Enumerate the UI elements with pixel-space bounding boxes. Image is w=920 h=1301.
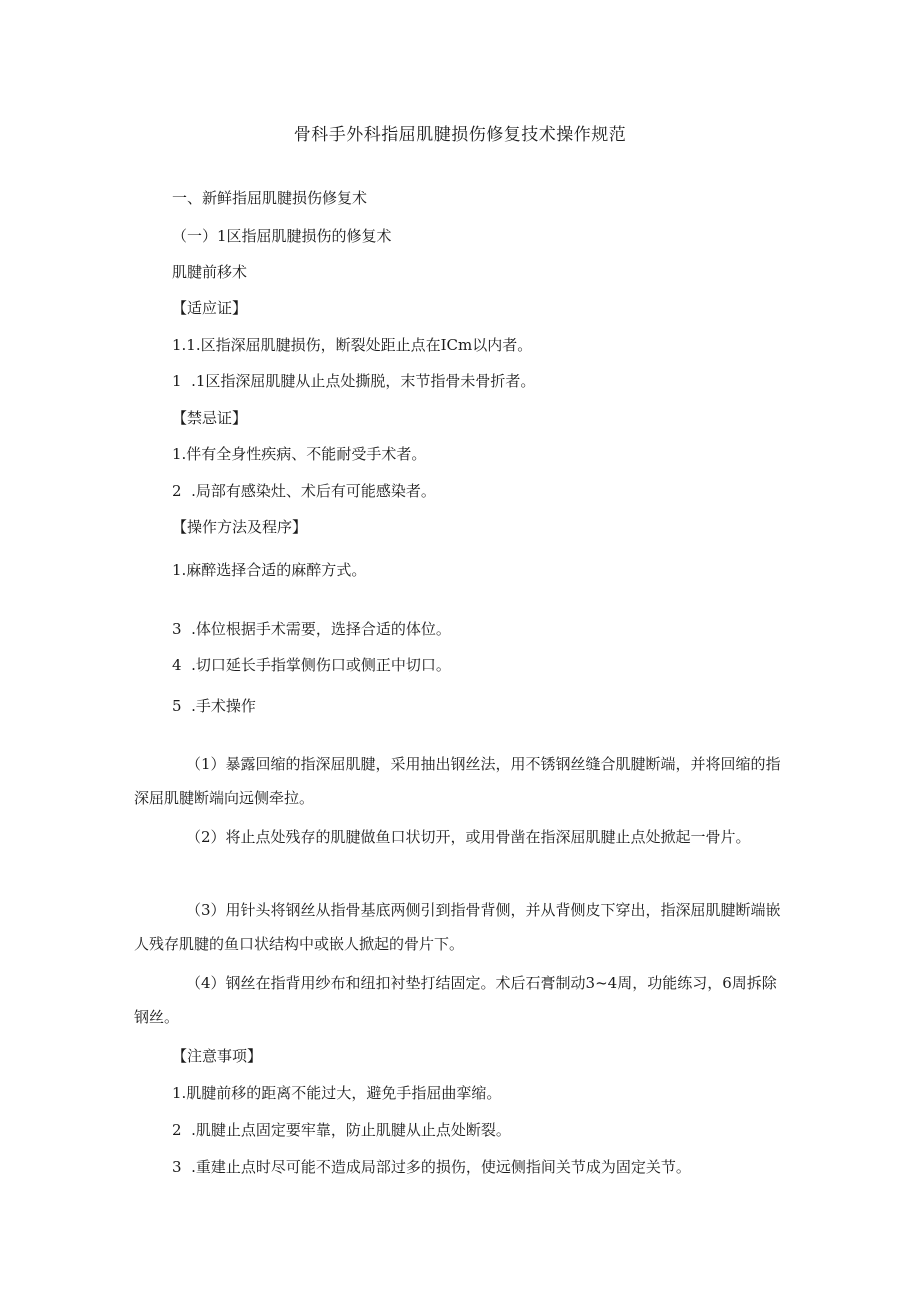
precaution-item: 3 .重建止点时尽可能不造成局部过多的损伤，使远侧指间关节成为固定关节。 — [172, 1158, 691, 1176]
methods-heading: 【操作方法及程序】 — [172, 518, 308, 536]
precaution-item: 2 .肌腱止点固定要牢靠，防止肌腱从止点处断裂。 — [172, 1121, 511, 1139]
surgery-step-paragraph: （1）暴露回缩的指深屈肌腱，采用抽出钢丝法，用不锈钢丝缝合肌腱断端，并将回缩的指深屈肌腱断端向远侧牵拉。 — [134, 755, 781, 807]
contraindications-heading: 【禁忌证】 — [172, 409, 248, 427]
surgery-step-paragraph: （4）钢丝在指背用纱布和纽扣衬垫打结固定。术后石膏制动3~4周，功能练习，6周拆除钢丝。 — [134, 974, 777, 1026]
contraindication-item: 2 .局部有感染灶、术后有可能感染者。 — [172, 482, 436, 500]
method-item: 4 .切口延长手指掌侧伤口或侧正中切口。 — [172, 656, 451, 674]
subsection-heading: （一）1区指屈肌腱损伤的修复术 — [172, 227, 392, 245]
method-item: 1.麻醉选择合适的麻醉方式。 — [172, 561, 367, 579]
surgery-step-paragraph: （3）用针头将钢丝从指骨基底两侧引到指骨背侧，并从背侧皮下穿出，指深屈肌腱断端嵌人残存肌腱的鱼口状结构中或嵌人掀起的骨片下。 — [134, 901, 781, 953]
precaution-item: 1.肌腱前移的距离不能过大，避免手指屈曲挛缩。 — [172, 1084, 502, 1102]
procedure-name: 肌腱前移术 — [172, 263, 248, 281]
indication-item: 1.1.区指深屈肌腱损伤，断裂处距止点在ICm以内者。 — [172, 336, 533, 354]
surgery-step-paragraph: （2）将止点处残存的肌腱做鱼口状切开，或用骨凿在指深屈肌腱止点处掀起一骨片。 — [186, 828, 751, 846]
contraindication-item: 1.伴有全身性疾病、不能耐受手术者。 — [172, 445, 427, 463]
indication-item: 1 .1区指深屈肌腱从止点处撕脱，末节指骨未骨折者。 — [172, 372, 536, 390]
page-title: 骨科手外科指屈肌腱损伤修复技术操作规范 — [293, 125, 627, 145]
precautions-heading: 【注意事项】 — [172, 1047, 263, 1065]
method-item: 5 .手术操作 — [172, 697, 256, 715]
section-heading: 一、新鲜指屈肌腱损伤修复术 — [172, 189, 368, 207]
method-item: 3 .体位根据手术需要，选择合适的体位。 — [172, 620, 451, 638]
indications-heading: 【适应证】 — [172, 299, 248, 317]
